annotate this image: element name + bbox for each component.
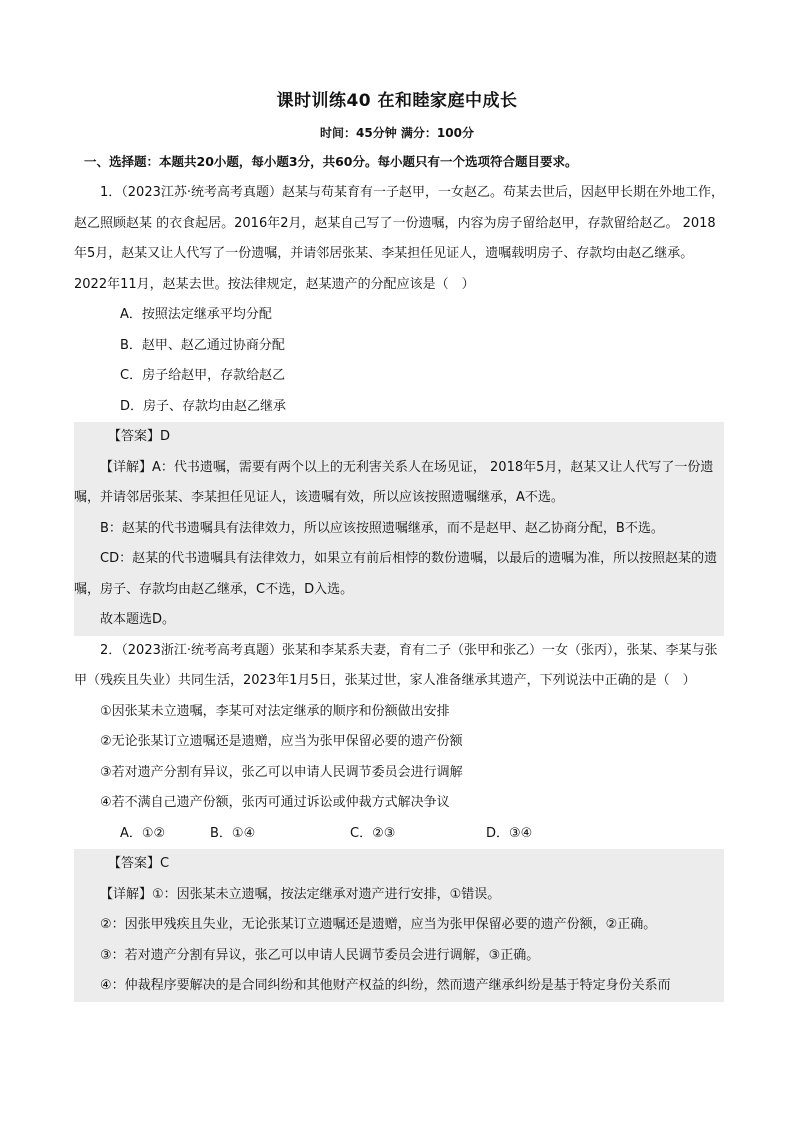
question-2-detail-4: ④：仲裁程序要解决的是合同纠纷和其他财产权益的纠纷，然而遗产继承纠纷是基于特定身份关系而 <box>100 978 671 993</box>
question-1-option-a: A．按照法定继承平均分配 <box>120 307 272 322</box>
section-intro: 一、选择题：本题共20小题，每小题3分，共60分。每小题只有一个选项符合题目要求。 <box>84 154 578 169</box>
question-1-stem: 1．（2023江苏·统考高考真题）赵某与苟某育有一子赵甲，一女赵乙。苟某去世后，因赵甲长期在外地工作，赵乙照顾赵某 的衣食起居。2016年2月，赵某自己写了一份遗嘱，内容为房子留给赵甲，存款留给赵乙。 2018年5月，赵某又让人代写了一份遗嘱，并请邻居张某、李某担任见证人，遗嘱载明房子、存款均由赵乙继承。2022年11月，赵某去世。按法律规定，赵某遗产的分配应该是（ ） <box>74 185 724 292</box>
question-1-option-d: D．房子、存款均由赵乙继承 <box>120 398 287 414</box>
question-1-answer: 【答案】D <box>108 429 171 444</box>
question-2-options <box>74 819 724 850</box>
question-2-item-4: ④若不满自己遗产份额，张丙可通过诉讼或仲裁方式解决争议 <box>100 795 450 810</box>
question-2-item-2: ②无论张某订立遗嘱还是遗赠，应当为张甲保留必要的遗产份额 <box>100 734 463 749</box>
question-1-detail-4: 故本题选D。 <box>100 612 176 627</box>
question-2-answer: 【答案】C <box>108 856 170 871</box>
question-1-detail-3: CD：赵某的代书遗嘱具有法律效力，如果立有前后相悖的数份遗嘱，以最后的遗嘱为准，所以按照赵某的遗嘱，房子、存款均由赵乙继承，C不选，D入选。 <box>74 551 718 597</box>
page-subtitle: 时间：45分钟 满分：100分 <box>320 126 474 140</box>
question-1-detail-1: 【详解】A：代书遗嘱，需要有两个以上的无利害关系人在场见证， 2018年5月，赵某又让人代写了一份遗嘱，并请邻居张某、李某担任见证人，该遗嘱有效，所以应该按照遗嘱继承，A不选。 <box>74 459 714 505</box>
question-2-option-b: B．①④ <box>210 825 256 841</box>
question-2-answer-block <box>74 849 724 1002</box>
question-2-detail-2: ②：因张甲残疾且失业，无论张某订立遗嘱还是遗赠，应当为张甲保留必要的遗产份额，②正确。 <box>100 917 657 932</box>
question-2-option-a: A．①② <box>120 825 166 841</box>
page-title: 课时训练40 在和睦家庭中成长 <box>276 91 518 111</box>
question-2-option-d: D．③④ <box>486 825 533 841</box>
question-2-stem: 2．（2023浙江·统考高考真题）张某和李某系夫妻，育有二子（张甲和张乙）一女（张丙），张某、李某与张甲（残疾且失业）共同生活，2023年1月5日，张某过世，家人准备继承其遗产，下列说法中正确的是（ ） <box>74 642 718 688</box>
question-2-item-3: ③若对遗产分割有异议，张乙可以申请人民调节委员会进行调解 <box>100 764 463 780</box>
question-1-detail-2: B：赵某的代书遗嘱具有法律效力，所以应该按照遗嘱继承，而不是赵甲、赵乙协商分配，B不选。 <box>100 520 664 536</box>
question-1-option-b: B．赵甲、赵乙通过协商分配 <box>120 337 285 353</box>
question-1-answer-block <box>74 422 724 636</box>
question-2-detail-1: 【详解】①：因张某未立遗嘱，按法定继承对遗产进行安排，①错误。 <box>100 886 501 902</box>
question-1-option-c: C．房子给赵甲，存款给赵乙 <box>120 368 286 383</box>
question-2-detail-3: ③：若对遗产分割有异议，张乙可以申请人民调节委员会进行调解，③正确。 <box>100 947 540 963</box>
question-2-option-c: C．②③ <box>350 825 396 841</box>
question-2-item-1: ①因张某未立遗嘱，李某可对法定继承的顺序和份额做出安排 <box>100 703 450 719</box>
document-body <box>74 178 724 1002</box>
